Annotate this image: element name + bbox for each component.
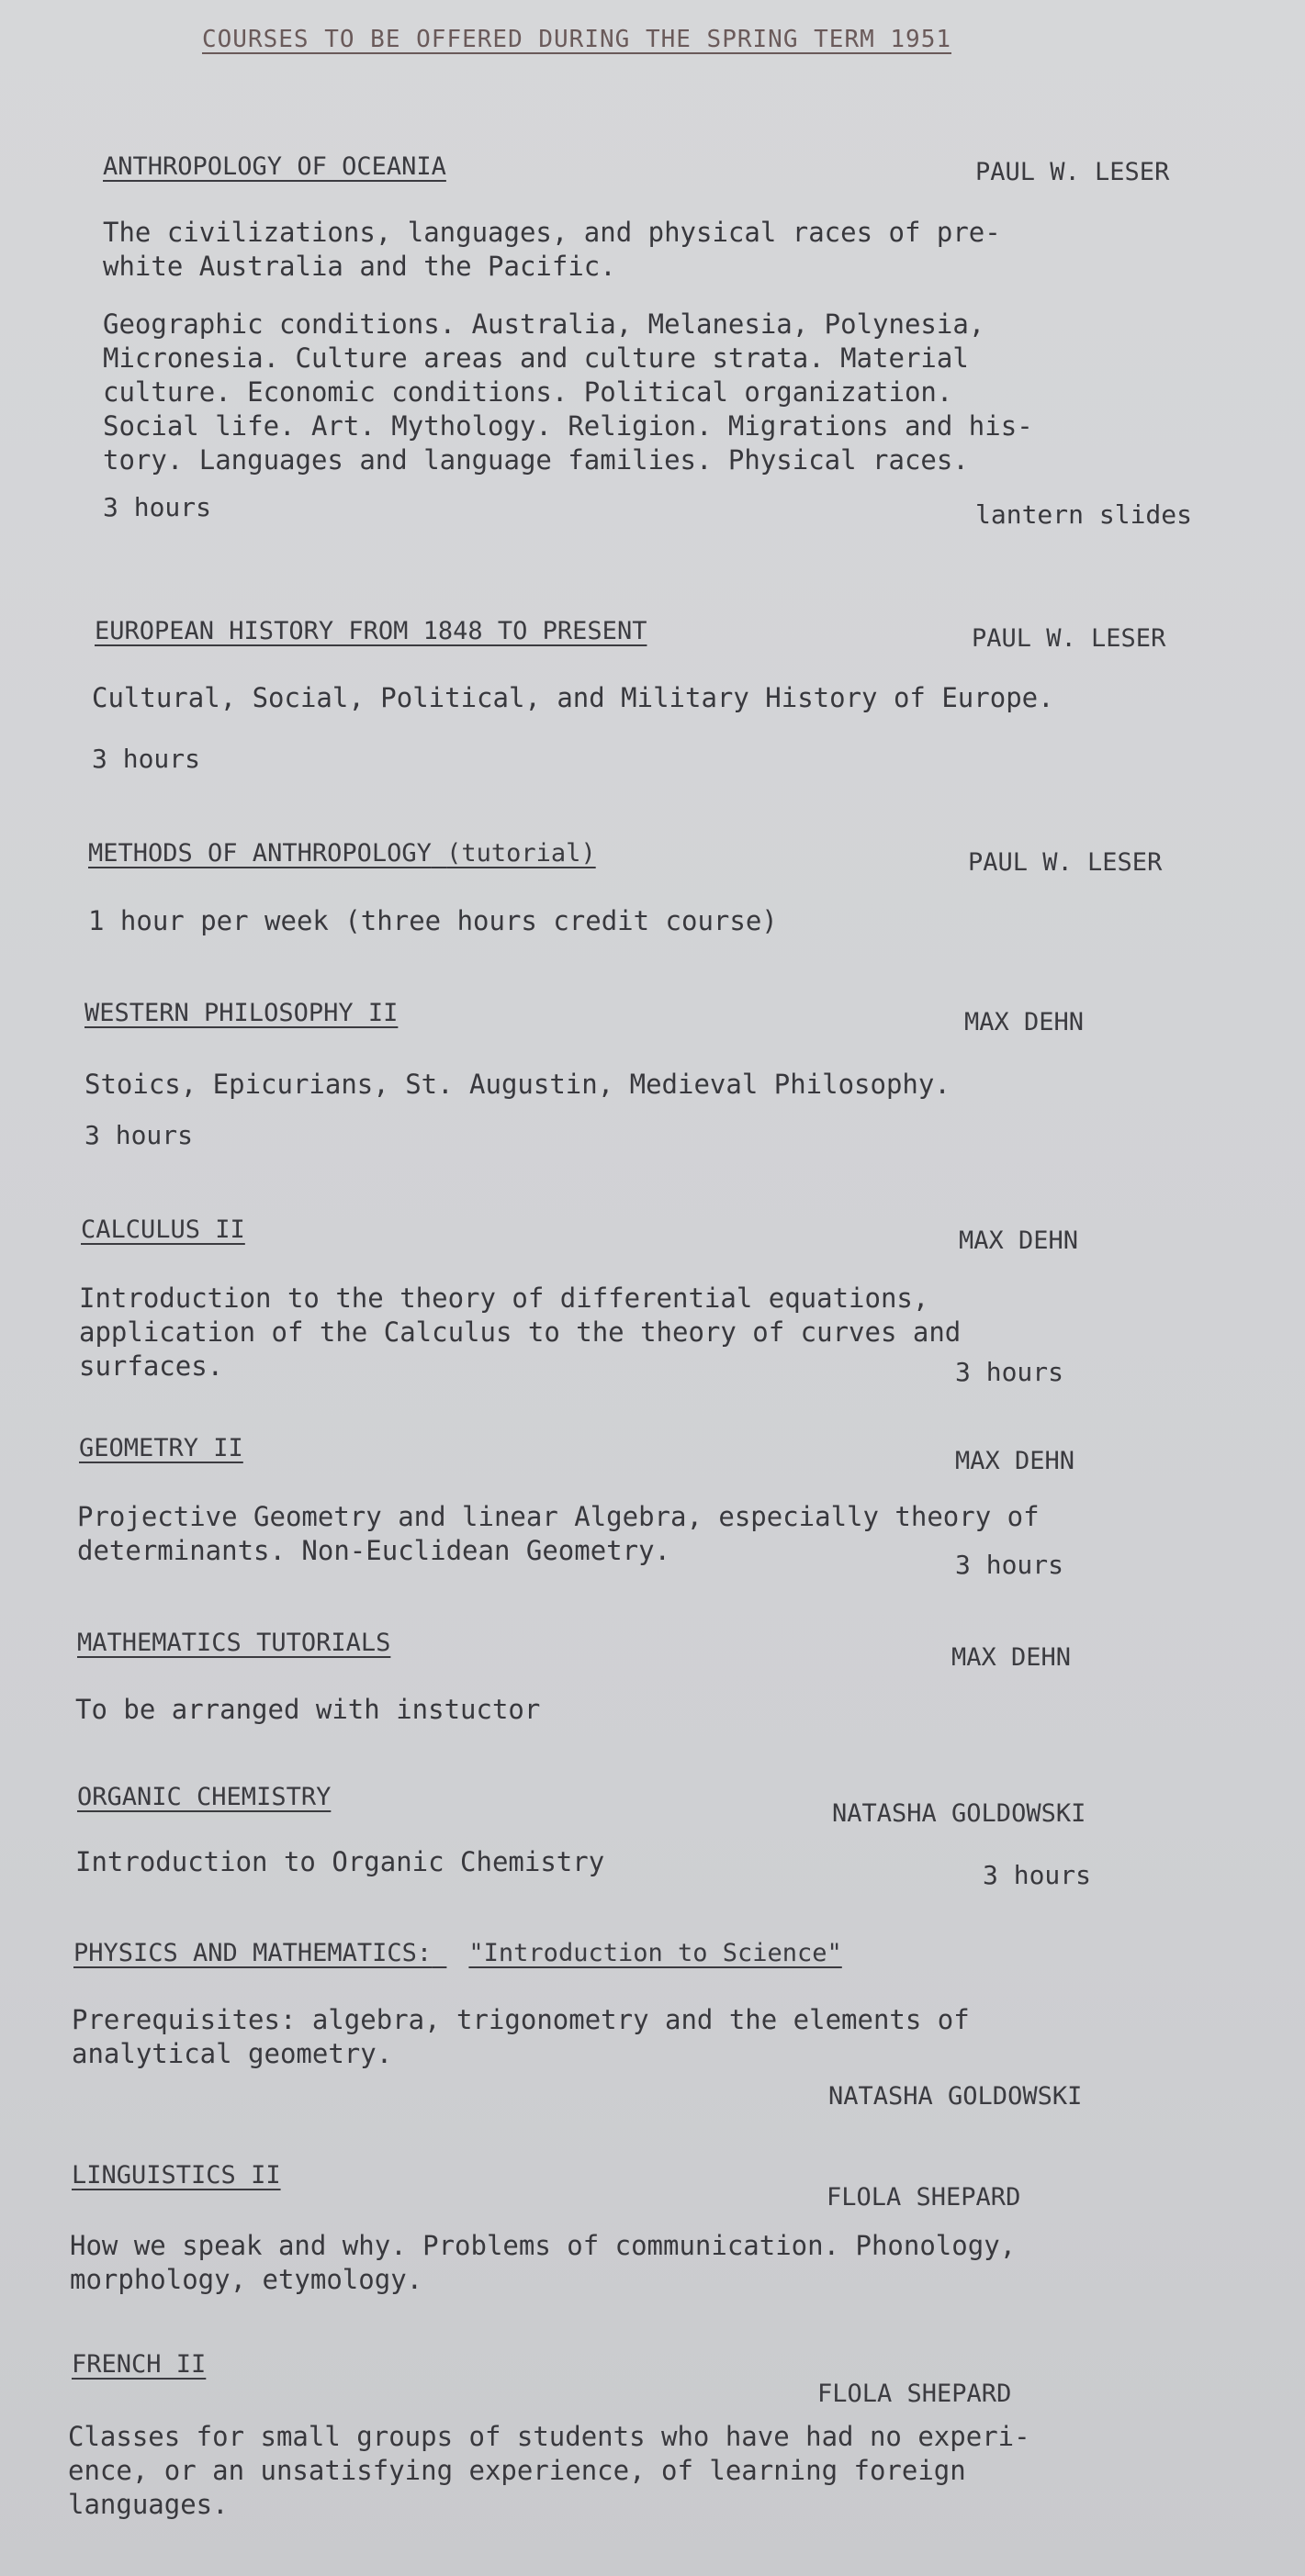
course-title-main: PHYSICS AND MATHEMATICS: [73, 1939, 433, 1967]
course-description: Introduction to Organic Chemistry [75, 1846, 605, 1877]
course-title [73, 1939, 842, 1967]
course-description: To be arranged with instuctor [75, 1694, 541, 1725]
course-hours: 3 hours [955, 1550, 1064, 1580]
course-instructor: MAX DEHN [951, 1643, 1072, 1672]
course-hours: 3 hours [955, 1357, 1064, 1387]
course-instructor: FLOLA SHEPARD [817, 2380, 1012, 2408]
course-description: The civilizations, languages, and physical races of pre- white Australia and the Pacific. [103, 217, 1001, 282]
course-title-main: METHODS OF ANTHROPOLOGY [88, 839, 432, 868]
course-description: 1 hour per week (three hours credit course) [88, 905, 778, 936]
course-title: WESTERN PHILOSOPHY II [84, 999, 399, 1027]
course-title: CALCULUS II [81, 1215, 245, 1244]
course-description: Classes for small groups of students who have had no experi- ence, or an unsatisfying experience, of learning foreign languages. [68, 2421, 1030, 2520]
course-hours: 3 hours [92, 744, 201, 774]
course-hours: 3 hours [103, 492, 212, 522]
course-note: lantern slides [975, 499, 1193, 530]
course-title: FRENCH II [72, 2350, 207, 2379]
course-description: Projective Geometry and linear Algebra, especially theory of determinants. Non-Euclidean Geometry. [77, 1501, 1040, 1566]
course-title-suffix: "Introduction to Science" [468, 1939, 842, 1967]
course-title [88, 839, 596, 868]
course-title: LINGUISTICS II [72, 2161, 281, 2190]
course-title: EUROPEAN HISTORY FROM 1848 TO PRESENT [95, 617, 647, 645]
course-title: ANTHROPOLOGY OF OCEANIA [103, 152, 446, 181]
course-title: ORGANIC CHEMISTRY [77, 1783, 332, 1811]
course-description: Prerequisites: algebra, trigonometry and the elements of analytical geometry. [72, 2004, 970, 2069]
course-title: MATHEMATICS TUTORIALS [77, 1629, 391, 1657]
course-description: Cultural, Social, Political, and Military History of Europe. [92, 682, 1054, 713]
course-description: How we speak and why. Problems of communication. Phonology, morphology, etymology. [70, 2230, 1017, 2295]
course-instructor: NATASHA GOLDOWSKI [832, 1799, 1086, 1828]
course-description: Introduction to the theory of differential equations, application of the Calculus to the theory of curves and surfaces. [79, 1282, 962, 1382]
course-instructor: MAX DEHN [959, 1226, 1079, 1255]
course-instructor: FLOLA SHEPARD [827, 2183, 1021, 2212]
course-hours: 3 hours [84, 1120, 194, 1150]
course-instructor: PAUL W. LESER [975, 158, 1170, 186]
course-hours: 3 hours [983, 1860, 1092, 1890]
course-instructor: PAUL W. LESER [972, 624, 1166, 653]
course-instructor: MAX DEHN [964, 1008, 1085, 1036]
course-description: Stoics, Epicurians, St. Augustin, Medieval Philosophy. [84, 1069, 951, 1100]
course-instructor: MAX DEHN [955, 1447, 1075, 1475]
course-title: GEOMETRY II [79, 1434, 243, 1462]
course-description-detail: Geographic conditions. Australia, Melanesia, Polynesia, Micronesia. Culture areas and culture strata. Material culture. Economic conditions. Political organization. Social life. Art. Mythology. Religion. Migrations and his- tory. Languages and language families. Physical races. [103, 308, 1033, 476]
course-instructor: PAUL W. LESER [968, 848, 1163, 877]
document-title: COURSES TO BE OFFERED DURING THE SPRING TERM 1951 [202, 26, 952, 53]
course-title-suffix: (tutorial) [446, 839, 596, 868]
course-instructor: NATASHA GOLDOWSKI [828, 2082, 1083, 2111]
